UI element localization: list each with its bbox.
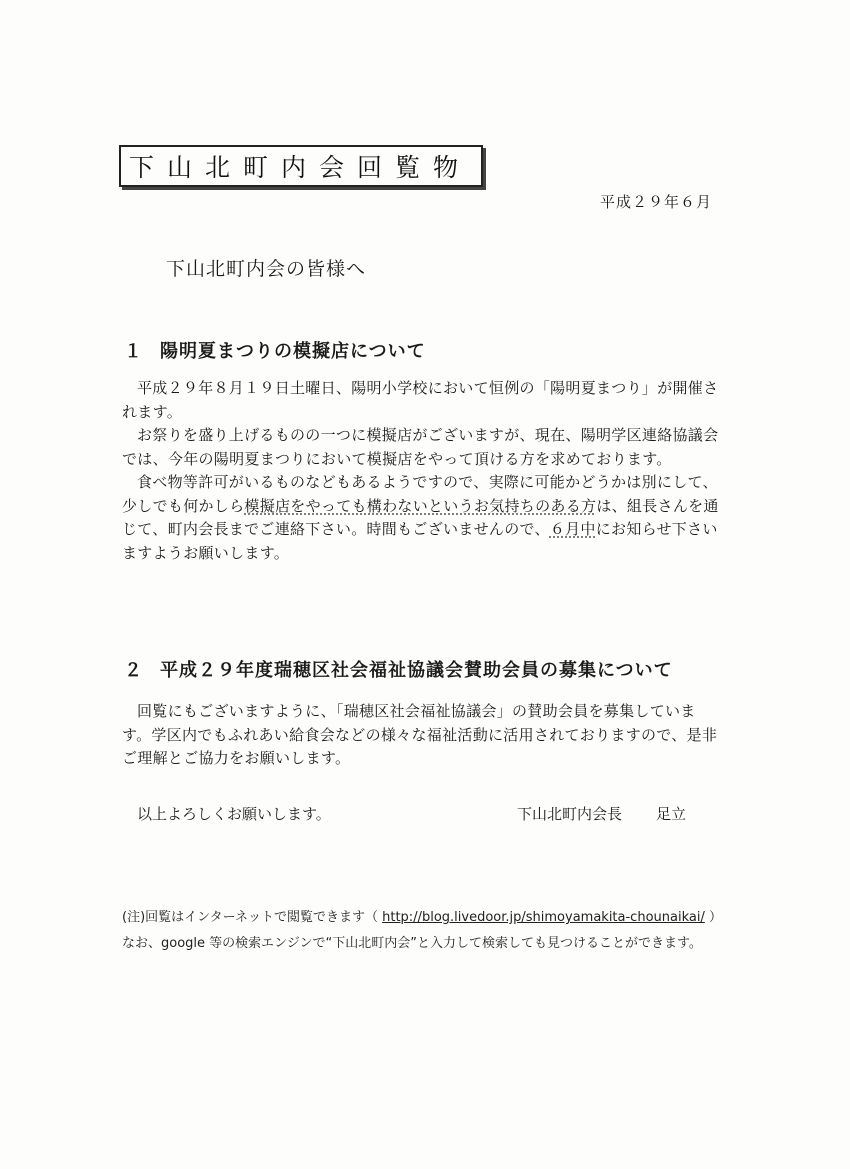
document-title: 下山北町内会回覧物 <box>129 153 472 182</box>
greeting: 下山北町内会の皆様へ <box>166 258 367 280</box>
signature-role: 下山北町内会長 <box>517 805 623 823</box>
section-1-heading <box>124 337 426 363</box>
note-suffix: ） なお、google 等の検索エンジンで“下山北町内会”と入力して検索しても見つけることができます。 <box>122 910 729 951</box>
section-2-number: ２ <box>124 660 143 681</box>
section-1-paragraph-2: お祭りを盛り上げるものの一つに模擬店がございますが、現在、陽明学区連絡協議会では、今年の陽明夏まつりにおいて模擬店をやって頂ける方を求めております。 <box>122 426 719 468</box>
section-1-title: 陽明夏まつりの模擬店について <box>160 341 426 362</box>
section-1-paragraph-3 <box>122 471 720 565</box>
blog-url-link[interactable]: http://blog.livedoor.jp/shimoyamakita-chounaikai/ <box>382 910 705 925</box>
section-1-body <box>122 377 720 565</box>
section-1-paragraph-1: 平成２９年８月１９日土曜日、陽明小学校において恒例の「陽明夏まつり」が開催されます。 <box>122 379 719 421</box>
title-box <box>119 145 483 187</box>
signature <box>517 803 686 824</box>
issue-date: 平成２９年６月 <box>599 193 712 211</box>
section-1-p3-deadline: ６月中 <box>549 520 596 538</box>
internet-note <box>122 905 729 957</box>
section-1-p3-part-a: 食べ物等許可がいるものなどもあるようですので、実際に可能かどうかは別にして、少しでも何かしら <box>122 473 718 515</box>
signature-name: 足立 <box>656 805 687 823</box>
section-2-paragraph-1: 回覧にもございますように、「瑞穂区社会福祉協議会」の賛助会員を募集しています。学区内でもふれあい給食会などの様々な福祉活動に活用されておりますので、是非ご理解とご協力をお願いします。 <box>122 702 718 767</box>
section-1-p3-emphasis: 模擬店をやっても構わないというお気持ちのある方 <box>244 496 597 515</box>
section-2-body <box>122 700 720 771</box>
section-2-heading <box>124 656 673 682</box>
closing-line: 以上よろしくお願いします。 <box>137 805 331 823</box>
section-1-p3-part-c: は、組長さんを通じて、町内会長までご連絡下さい。時間もございませんので、 <box>122 496 719 538</box>
section-1-number: １ <box>124 341 143 362</box>
section-2-title: 平成２９年度瑞穂区社会福祉協議会賛助会員の募集について <box>160 660 673 681</box>
note-prefix: (注)回覧はインターネットで閲覧できます（ <box>122 910 378 925</box>
section-1-p3-part-e: にお知らせ下さいますようお願いします。 <box>122 520 718 562</box>
